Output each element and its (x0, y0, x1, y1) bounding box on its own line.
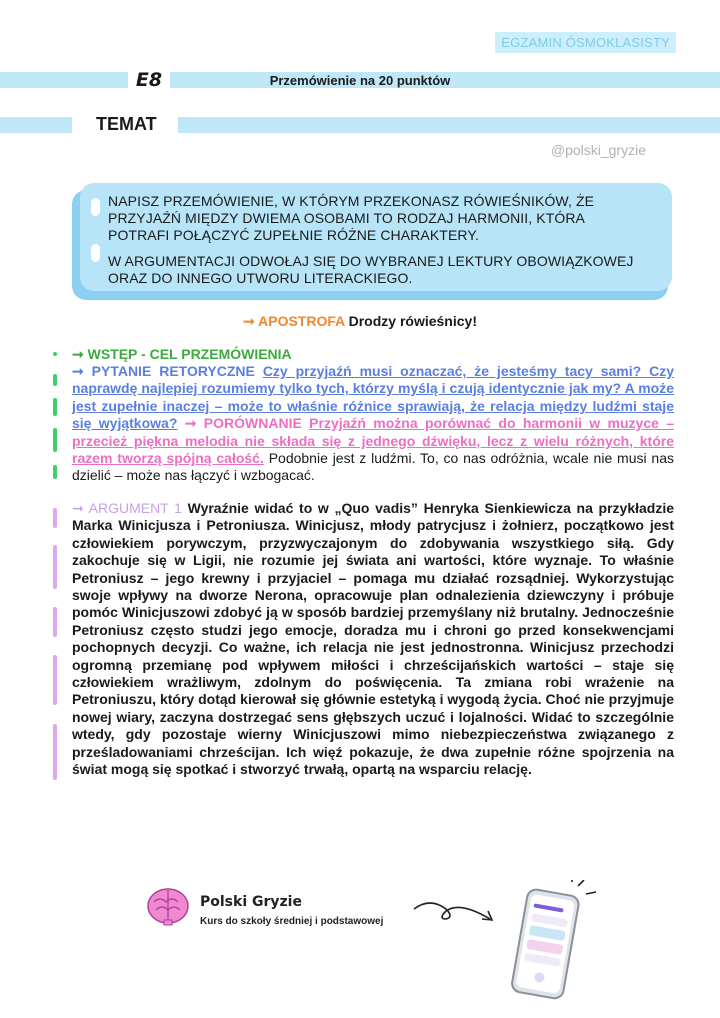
margin-dash (53, 398, 57, 416)
margin-dash (53, 374, 57, 386)
arrow-icon (410, 895, 500, 935)
margin-dash (53, 428, 57, 452)
section-band-right (178, 117, 720, 133)
task-text-1: NAPISZ PRZEMÓWIENIE, W KTÓRYM PRZEKONASZ RÓWIEŚNIKÓW, ŻE PRZYJAŹŃ MIĘDZY DWIEMA OSOBAMI TO RODZAJ HARMONII, KTÓRA POTRAFI POŁĄCZYĆ ZUPEŁNIE RÓŻNE CHARAKTERY. (108, 193, 595, 243)
phone-icon (496, 880, 606, 1005)
brand-name: Polski Gryzie (200, 894, 302, 910)
margin-dash (53, 655, 57, 705)
bullet-dot (91, 244, 100, 262)
margin-dash (53, 545, 57, 589)
intro-paragraph (72, 363, 674, 485)
intro-heading: ➞ WSTĘP - CEL PRZEMÓWIENIA (72, 346, 292, 362)
argument-1-text: Wyraźnie widać to w „Quo vadis” Henryka Sienkiewicza na przykładzie Marka Winicjusza i Petroniusza. Winicjusz, młody patrycjusz i żołnierz, początkowo jest człowiekiem porywczym, przyzwyczajonym do zdobywania wszystkiego siłą. Gdy zakochuje się w Ligii, nie rozumie jej świata ani wartości, które wyznaje. To właśnie Petroniusz – jego krewny i przyjaciel – pomaga mu działać rozsądniej. Wykorzystując swoje wpływy na dworze Nerona, opracowuje plan odnalezienia dziewczyny i próbuje pomóc Winicjuszowi zdobyć ją w sposób bardziej przemyślany niż brutalny. Jednocześnie Petroniusz często studzi jego emocje, doradza mu i chroni go przed konsekwencjami pochopnych decyzji. Co ważne, ich relacja nie jest jednostronna. Winicjusz przechodzi ogromną przemianę pod wpływem miłości i chrześcijańskich wartości – staje się człowiekiem wrażliwym, zdolnym do poświęcenia. Ta zmiana robi wrażenie na Petroniuszu, który dotąd kierował się głównie estetyką i wygodą życia. Choć nie przyjmuje nowej wiary, zaczyna dostrzegać sens głębszych uczuć i lojalności. Widać to szczególnie wtedy, gdy pozostaje wierny Winicjuszowi mimo niebezpieczeństwa związanego z prześladowaniami chrześcijan. Ich więź pokazuje, że dwa zupełnie różne spojrzenia na świat mogą się spotkać i stworzyć trwałą, opartą na wsparciu relację. (72, 500, 675, 778)
intro-tail: Podobnie jest z ludźmi. To, co nas odróżnia, wcale nie musi nas dzielić – może nas łączyć i wzbogacać. (72, 450, 675, 484)
comparison-label: ➞ PORÓWNANIE (184, 415, 302, 432)
bullet-dot (91, 198, 100, 216)
task-text-2: W ARGUMENTACJI ODWOŁAJ SIĘ DO WYBRANEJ LEKTURY OBOWIĄZKOWEJ ORAZ DO INNEGO UTWORU LITERACKIEGO. (108, 253, 634, 286)
page-title: Przemówienie na 20 punktów (269, 73, 451, 88)
margin-dash (53, 352, 57, 356)
author-handle: @polski_gryzie (550, 142, 646, 158)
section-band-left (0, 117, 72, 133)
question-label: ➞ PYTANIE RETORYCZNE (72, 363, 255, 379)
apostrophe-label: ➞ APOSTROFA (243, 313, 345, 329)
argument-1-label: ➞ ARGUMENT 1 (72, 500, 182, 516)
brain-logo-icon (146, 886, 190, 926)
rhetorical-question: Czy przyjaźń musi oznaczać, że jesteśmy tacy sami? Czy naprawdę najlepiej rozumiemy tylko tych, którzy myślą i czują identycznie jak my? A może jest zupełnie inaczej – może to właśnie różnice sprawiają, że relacja między ludźmi staje się wyjątkowa? (72, 363, 674, 432)
exam-badge: EGZAMIN ÓSMOKLASISTY (495, 32, 676, 53)
section-label: TEMAT (96, 114, 157, 134)
exam-code: E8 (128, 66, 170, 94)
margin-dash (53, 724, 57, 780)
margin-dash (53, 607, 57, 637)
margin-dash (53, 508, 57, 528)
argument-1-paragraph (72, 500, 674, 779)
margin-dash (53, 465, 57, 479)
apostrophe-text: Drodzy rówieśnicy! (348, 313, 477, 329)
brand-tagline: Kurs do szkoły średniej i podstawowej (200, 916, 384, 927)
comparison-text: Przyjaźń można porównać do harmonii w muzyce – przecież piękna melodia nie składa się z jednego dźwięku, lecz z wielu różnych, które razem tworzą spójną całość. (72, 415, 675, 467)
apostrophe-line (0, 313, 720, 330)
